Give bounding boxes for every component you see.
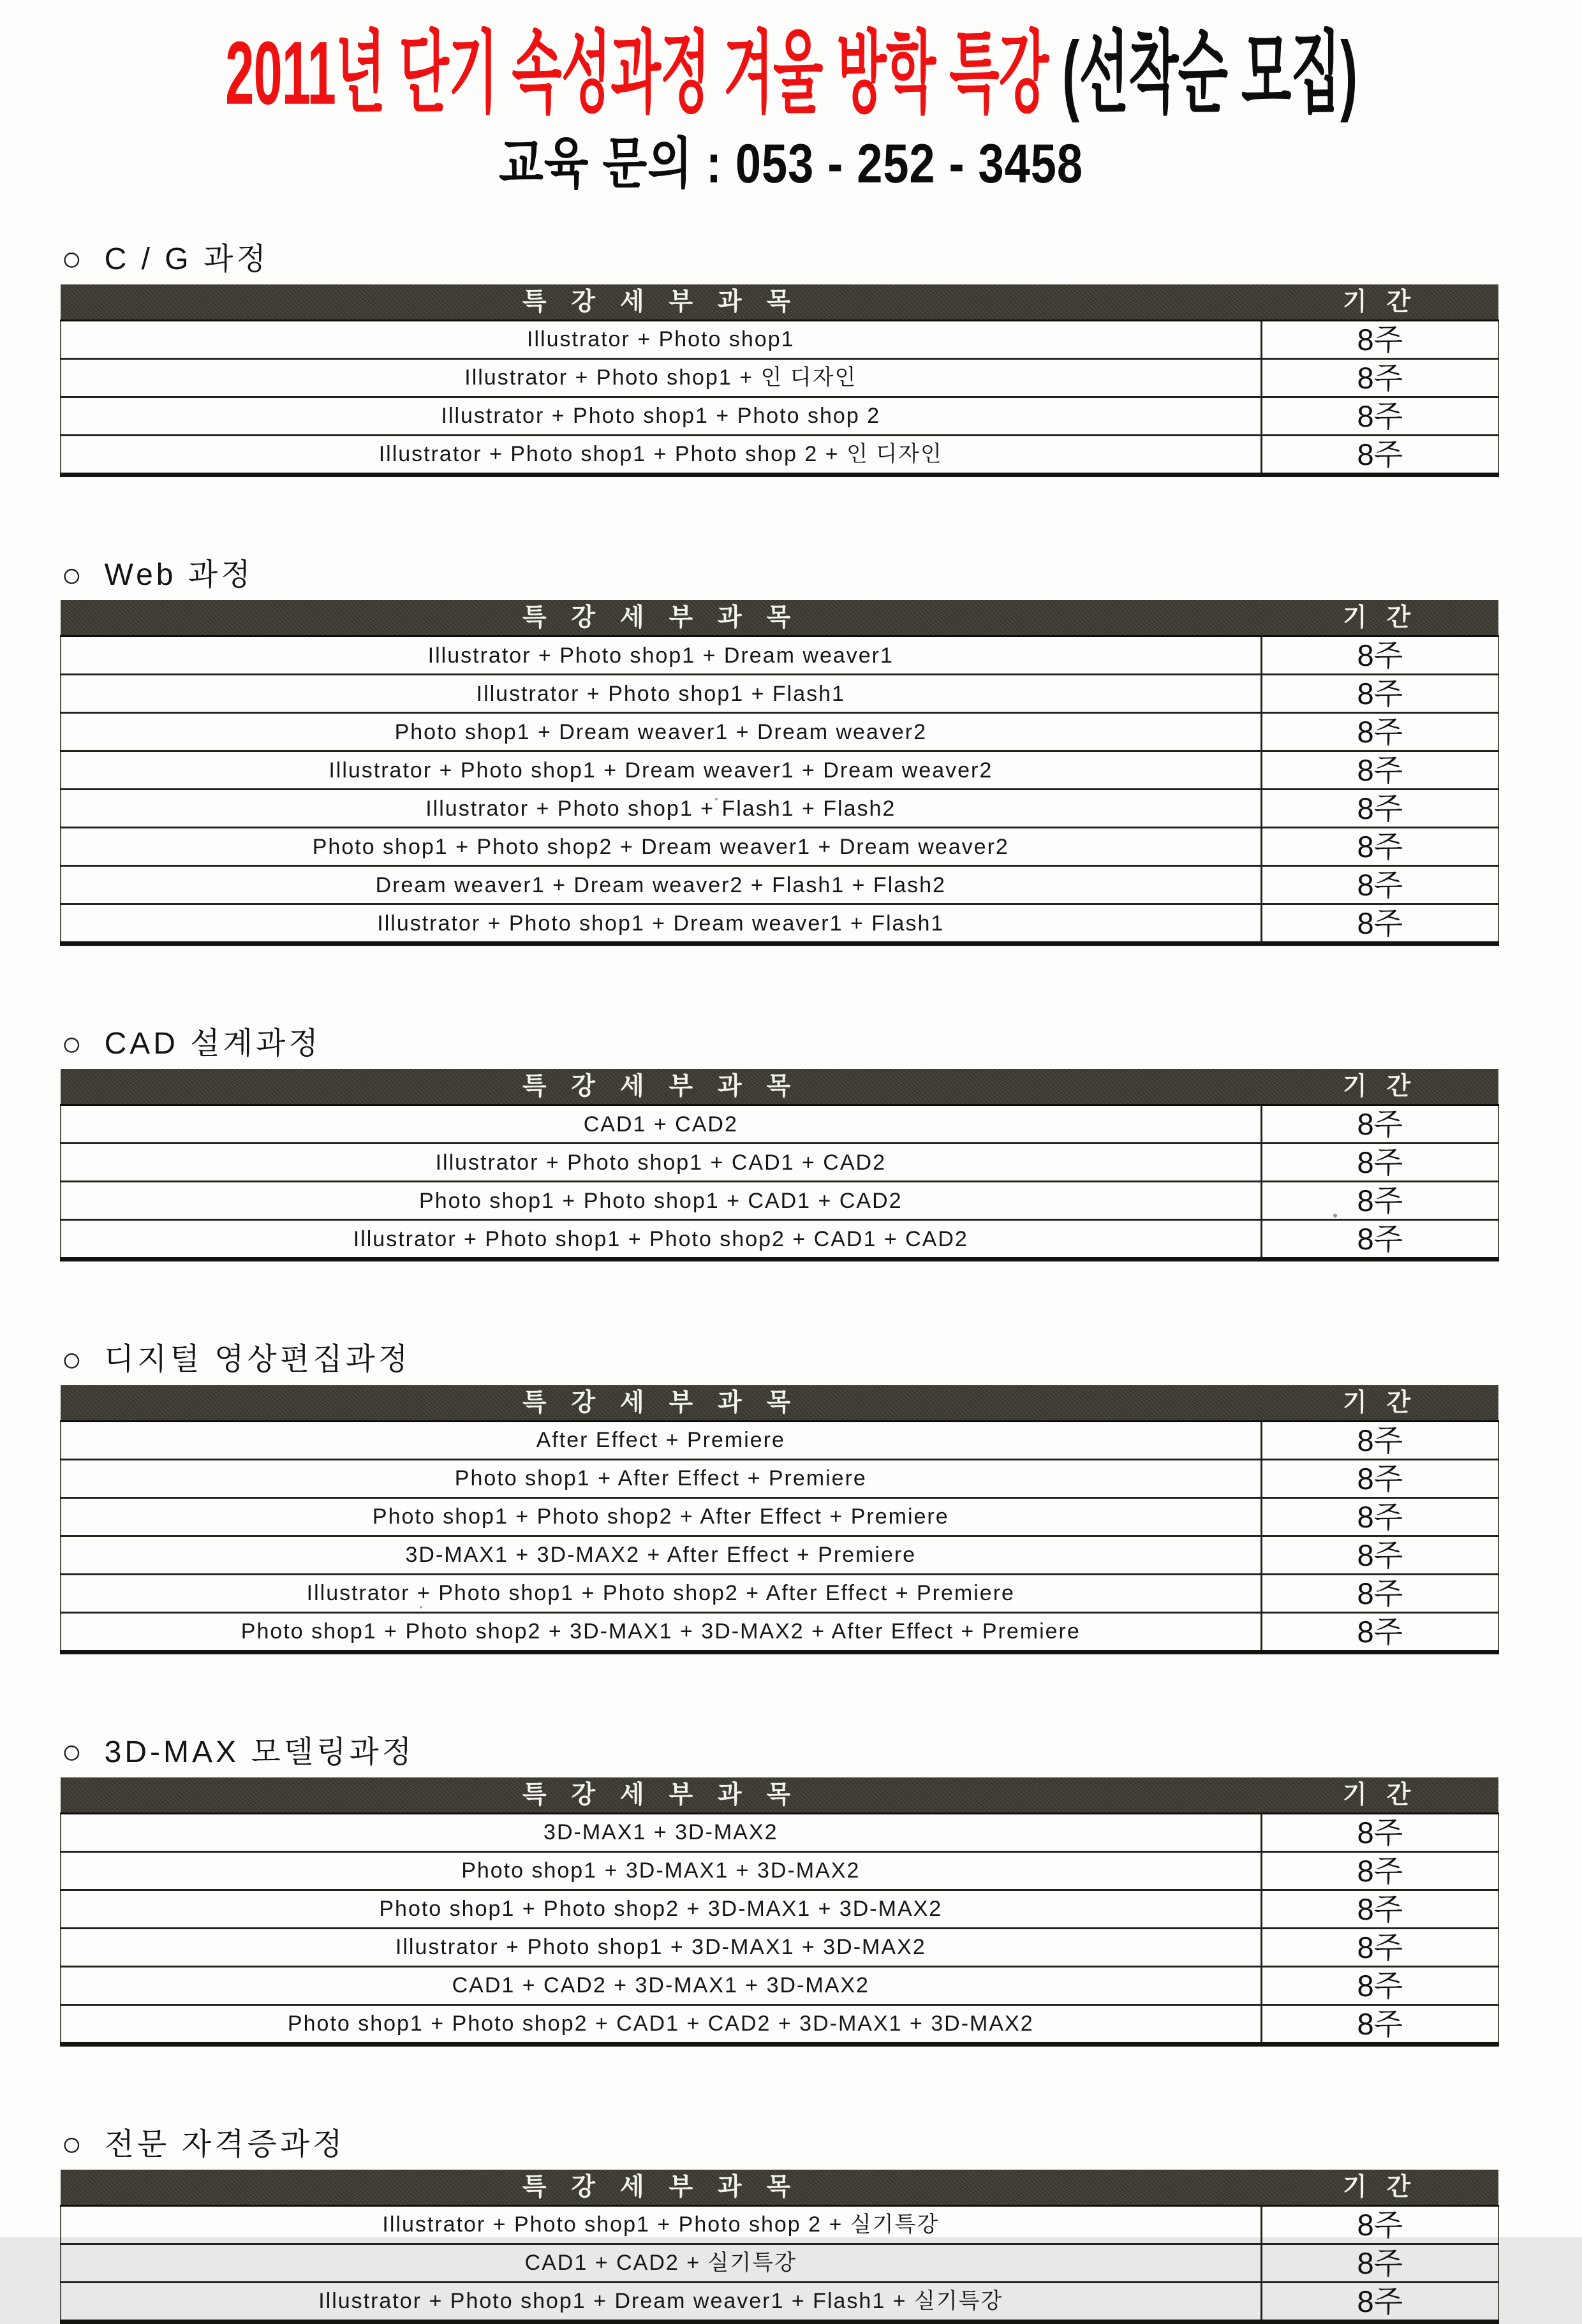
subject-cell: Illustrator + Photo shop1 + Photo shop 2 + 실기특강 [61,2205,1261,2244]
course-section [60,1026,1499,1261]
table-row [61,1928,1498,1966]
subject-cell: Illustrator + Photo shop1 + Dream weaver1 [61,636,1261,675]
table-body [61,1105,1498,1260]
period-cell: 8주 [1261,1459,1498,1497]
table-row [61,1574,1498,1612]
col-header-period: 기 간 [1261,284,1498,321]
section-title [61,2127,1499,2162]
table-row [61,1144,1498,1182]
period-cell: 8주 [1261,1928,1498,1966]
table-body [61,636,1498,944]
period-cell: 8주 [1261,1813,1498,1851]
section-bullet-icon: ○ [61,2125,85,2164]
period-cell: 8주 [1261,2244,1498,2282]
table-head [61,600,1498,636]
period-cell: 8주 [1261,1890,1498,1928]
subject-cell: Photo shop1 + Photo shop2 + 3D-MAX1 + 3D-MAX2 + After Effect + Premiere [61,1612,1261,1652]
col-header-period: 기 간 [1261,2170,1498,2206]
period-cell: 8주 [1261,1105,1498,1144]
table-row [61,358,1498,397]
table-row [61,1536,1498,1574]
contact-phone-text: 교육 문의 : 053 - 252 - 3458 [499,133,1083,195]
table-row [61,1182,1498,1220]
course-section [60,242,1499,477]
table-row [61,790,1498,828]
period-cell: 8주 [1261,1966,1498,2004]
section-title [61,242,1499,277]
subject-cell: CAD1 + CAD2 + 실기특강 [61,2244,1261,2282]
page-title-line [225,16,1357,133]
table-row [61,1459,1498,1497]
page-header [0,24,1582,195]
subject-cell: Illustrator + Photo shop1 + Photo shop 2 + 인 디자인 [61,435,1261,474]
table-header-row [61,600,1498,636]
course-table [60,2170,1499,2324]
period-cell: 8주 [1261,397,1498,435]
col-header-period: 기 간 [1261,1385,1498,1422]
course-sections [60,242,1499,2324]
table-header-row [61,284,1498,321]
col-header-period: 기 간 [1261,1777,1498,1814]
subject-cell: Photo shop1 + 3D-MAX1 + 3D-MAX2 [61,1851,1261,1890]
table-body [61,1421,1498,1652]
table-row [61,435,1498,474]
table-row [61,2004,1498,2044]
subject-cell: Illustrator + Photo shop1 + 인 디자인 [61,358,1261,397]
col-header-period: 기 간 [1261,1069,1498,1105]
table-head [61,1385,1498,1422]
subject-cell: After Effect + Premiere [61,1421,1261,1459]
subject-cell: Illustrator + Photo shop1 + Photo shop2 + CAD1 + CAD2 [61,1220,1261,1260]
subject-cell: Photo shop1 + Photo shop1 + CAD1 + CAD2 [61,1182,1261,1220]
period-cell: 8주 [1261,1497,1498,1536]
course-table [60,1777,1499,2047]
table-row [61,904,1498,944]
section-title [61,1342,1499,1377]
period-cell: 8주 [1261,713,1498,751]
table-body [61,2205,1498,2321]
subject-cell: Photo shop1 + Photo shop2 + 3D-MAX1 + 3D-MAX2 [61,1890,1261,1928]
table-row [61,2205,1498,2244]
subject-cell: Illustrator + Photo shop1 + Dream weaver1 + Dream weaver2 [61,751,1261,790]
subject-cell: Illustrator + Photo shop1 + Photo shop 2 [61,397,1261,435]
table-row [61,1813,1498,1851]
table-header-row [61,2170,1498,2206]
table-row [61,1612,1498,1652]
table-row [61,1220,1498,1260]
page-title-main: 2011년 단기 속성과정 겨울 방학 특강 [225,24,1062,124]
col-header-period: 기 간 [1261,600,1498,636]
period-cell: 8주 [1261,320,1498,358]
period-cell: 8주 [1261,2282,1498,2321]
period-cell: 8주 [1261,751,1498,790]
table-row [61,866,1498,904]
course-table [60,1385,1499,1654]
period-cell: 8주 [1261,1612,1498,1652]
period-cell: 8주 [1261,2004,1498,2044]
table-row [61,675,1498,713]
table-row [61,1890,1498,1928]
course-section [60,1342,1499,1654]
subject-cell: Photo shop1 + Photo shop2 + After Effect + Premiere [61,1497,1261,1536]
col-header-subject: 특 강 세 부 과 목 [61,284,1261,321]
course-table [60,1069,1499,1261]
period-cell: 8주 [1261,1144,1498,1182]
period-cell: 8주 [1261,1536,1498,1574]
subject-cell: Dream weaver1 + Dream weaver2 + Flash1 + Flash2 [61,866,1261,904]
period-cell: 8주 [1261,358,1498,397]
table-row [61,713,1498,751]
period-cell: 8주 [1261,1182,1498,1220]
col-header-subject: 특 강 세 부 과 목 [61,1385,1261,1422]
table-head [61,284,1498,321]
table-head [61,1777,1498,1814]
subject-cell: Illustrator + Photo shop1 + CAD1 + CAD2 [61,1144,1261,1182]
subject-cell: Illustrator + Photo shop1 + Flash1 [61,675,1261,713]
table-row [61,828,1498,866]
section-bullet-icon: ○ [61,1733,85,1772]
period-cell: 8주 [1261,790,1498,828]
course-table [60,600,1499,946]
period-cell: 8주 [1261,1851,1498,1890]
period-cell: 8주 [1261,675,1498,713]
page-title-note: (선착순 모집) [1061,24,1357,124]
subject-cell: Illustrator + Photo shop1 + 3D-MAX1 + 3D-MAX2 [61,1928,1261,1966]
course-section [60,1735,1499,2047]
subject-cell: 3D-MAX1 + 3D-MAX2 [61,1813,1261,1851]
section-title-text: C / G 과정 [104,242,269,276]
table-row [61,1105,1498,1144]
period-cell: 8주 [1261,1220,1498,1260]
course-table [60,284,1499,477]
section-title [61,557,1499,592]
subject-cell: CAD1 + CAD2 [61,1105,1261,1144]
subject-cell: Photo shop1 + Photo shop2 + Dream weaver1 + Dream weaver2 [61,828,1261,866]
subject-cell: Illustrator + Photo shop1 + Photo shop2 + After Effect + Premiere [61,1574,1261,1612]
subject-cell: 3D-MAX1 + 3D-MAX2 + After Effect + Premiere [61,1536,1261,1574]
section-bullet-icon: ○ [61,555,85,594]
section-title [61,1026,1499,1061]
subject-cell: Illustrator + Photo shop1 + Dream weaver1 + Flash1 [61,904,1261,944]
section-bullet-icon: ○ [61,1340,85,1379]
col-header-subject: 특 강 세 부 과 목 [61,600,1261,636]
course-section [60,2127,1499,2324]
col-header-subject: 특 강 세 부 과 목 [61,1069,1261,1105]
subject-cell: Photo shop1 + Photo shop2 + CAD1 + CAD2 + 3D-MAX1 + 3D-MAX2 [61,2004,1261,2044]
table-row [61,1421,1498,1459]
subject-cell: Illustrator + Photo shop1 [61,320,1261,358]
table-row [61,2244,1498,2282]
table-body [61,1813,1498,2044]
table-head [61,1069,1498,1105]
table-row [61,397,1498,435]
table-row [61,320,1498,358]
period-cell: 8주 [1261,828,1498,866]
subject-cell: Photo shop1 + After Effect + Premiere [61,1459,1261,1497]
section-bullet-icon: ○ [61,1024,85,1063]
subject-cell: CAD1 + CAD2 + 3D-MAX1 + 3D-MAX2 [61,1966,1261,2004]
period-cell: 8주 [1261,904,1498,944]
period-cell: 8주 [1261,2205,1498,2244]
period-cell: 8주 [1261,1421,1498,1459]
table-row [61,636,1498,675]
page-title [0,24,1582,124]
table-row [61,1497,1498,1536]
table-row [61,1966,1498,2004]
table-row [61,2282,1498,2321]
period-cell: 8주 [1261,435,1498,474]
contact-line [0,133,1582,195]
section-title [61,1735,1499,1770]
subject-cell: Illustrator + Photo shop1 + Flash1 + Flash2 [61,790,1261,828]
period-cell: 8주 [1261,866,1498,904]
col-header-subject: 특 강 세 부 과 목 [61,2170,1261,2206]
section-title-text: Web 과정 [104,557,254,592]
section-title-text: 3D-MAX 모델링과정 [104,1735,415,1769]
table-header-row [61,1069,1498,1105]
subject-cell: Illustrator + Photo shop1 + Dream weaver1 + Flash1 + 실기특강 [61,2282,1261,2321]
table-body [61,320,1498,474]
subject-cell: Photo shop1 + Dream weaver1 + Dream weaver2 [61,713,1261,751]
section-title-text: 디지털 영상편집과정 [104,1342,411,1377]
period-cell: 8주 [1261,636,1498,675]
col-header-subject: 특 강 세 부 과 목 [61,1777,1261,1814]
table-header-row [61,1777,1498,1814]
section-title-text: CAD 설계과정 [104,1027,322,1061]
section-title-text: 전문 자격증과정 [104,2127,346,2161]
period-cell: 8주 [1261,1574,1498,1612]
table-row [61,751,1498,790]
course-section [60,557,1499,946]
section-bullet-icon: ○ [61,240,85,279]
table-header-row [61,1385,1498,1422]
table-head [61,2170,1498,2206]
table-row [61,1851,1498,1890]
